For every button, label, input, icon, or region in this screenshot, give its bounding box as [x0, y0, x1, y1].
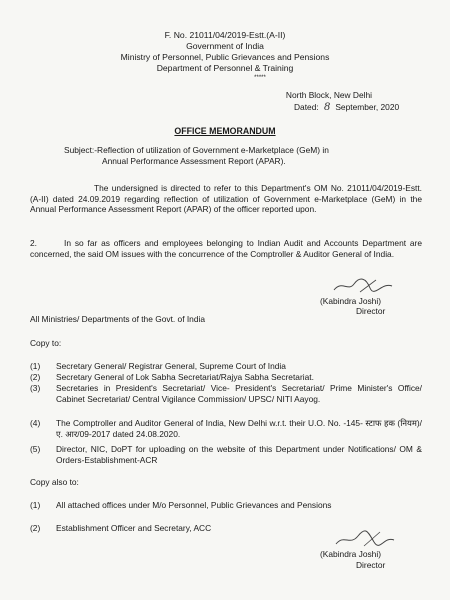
ministry-line: Ministry of Personnel, Public Grievances and Pensions: [120, 52, 330, 62]
date-line: [294, 101, 399, 113]
copy-to-label: Copy to:: [30, 338, 62, 348]
place-line: North Block, New Delhi: [285, 90, 372, 100]
date-day-handwritten: 8: [324, 99, 331, 113]
date-label: Dated:: [294, 102, 319, 112]
signatory-1-designation: Director: [356, 306, 386, 316]
subject-line-1: Subject:-Reflection of utilization of Government e-Marketplace (GeM) in: [64, 145, 329, 155]
government-line: Government of India: [186, 41, 264, 51]
office-memorandum-page: F. No. 21011/04/2019-Estt.(A-II) Government of India Ministry of Personnel, Public Grievances and Pensions Department of Personnel & Training ***** North Block, New Delhi Dated: 8 September, 2020 OFFICE MEMORANDUM Subject:-Reflection of utilization of Government e-Marketplace (GeM) in Annual Performance Assessment Report (APAR). The undersigned is directed to refer to this Department's OM No. 21011/04/2019-Estt.(A-II) dated 24.09.2019 regarding reflection of utilization of Government e-Marketplace (GeM) in the Annual Performance Assessment Report (APAR) of the officer reported upon. 2. In so far as officers and employees belonging to Indian Audit and Accounts Department are concerned, the said OM issues with the concurrence of the Comptroller & Auditor General of India. (Kabindra Joshi) Director All Ministries/ Departments of the Govt. of India Copy to: (1) Secretary General/ Registrar General, Supreme Court of India (2) Secretary General of Lok Sabha Secretariat/Rajya Sabha Secretariat. (3) Secretaries in President's Secretariat/ Vice- President's Secretariat/ Prime Minister's Office/ Cabinet Secretariat/ Central Vigilance Commission/ UPSC/ NITI Aayog. (4) The Comptroller and Auditor General of India, New Delhi w.r.t. their U.O. No. -145- स्टाफ हक (नियम)/ए. आर/09-2017 dated 24.08.2020. (5) Director, NIC, DoPT for uploading on the website of this Department under Notifications/ OM & Orders-Establishment-ACR Copy also to: (1) All attached offices under M/o Personnel, Public Grievances and Pensions (2) Establishment Officer and Secretary, ACC (Kabindra Joshi) Director: [0, 0, 450, 600]
signature-2: [330, 528, 400, 550]
addressee: All Ministries/ Departments of the Govt. of India: [30, 314, 206, 324]
signatory-1-name: (Kabindra Joshi): [320, 296, 381, 306]
signature-1: [330, 276, 400, 296]
date-rest: September, 2020: [335, 102, 400, 112]
signatory-2-name: (Kabindra Joshi): [320, 549, 381, 559]
signatory-2-designation: Director: [356, 560, 386, 570]
paragraph-1: The undersigned is directed to refer to this Department's OM No. 21011/04/2019-Estt.(A-II) dated 24.09.2019 regarding reflection of utilization of Government e-Marketplace (GeM) in the Annual Performance Assessment Report (APAR) of the officer reported upon.: [30, 183, 422, 215]
department-line: Department of Personnel & Training: [156, 63, 294, 73]
subject-line-2: Annual Performance Assessment Report (APAR).: [102, 156, 286, 166]
page-title: OFFICE MEMORANDUM: [174, 126, 276, 136]
header-stars: *****: [254, 75, 266, 81]
paragraph-2: In so far as officers and employees belonging to Indian Audit and Accounts Department are concerned, the said OM issues with the concurrence of the Comptroller & Auditor General of India.: [30, 238, 422, 259]
copy-also-label: Copy also to:: [30, 477, 79, 487]
file-number: F. No. 21011/04/2019-Estt.(A-II): [164, 30, 286, 40]
paragraph-2-number: 2.: [30, 238, 37, 248]
